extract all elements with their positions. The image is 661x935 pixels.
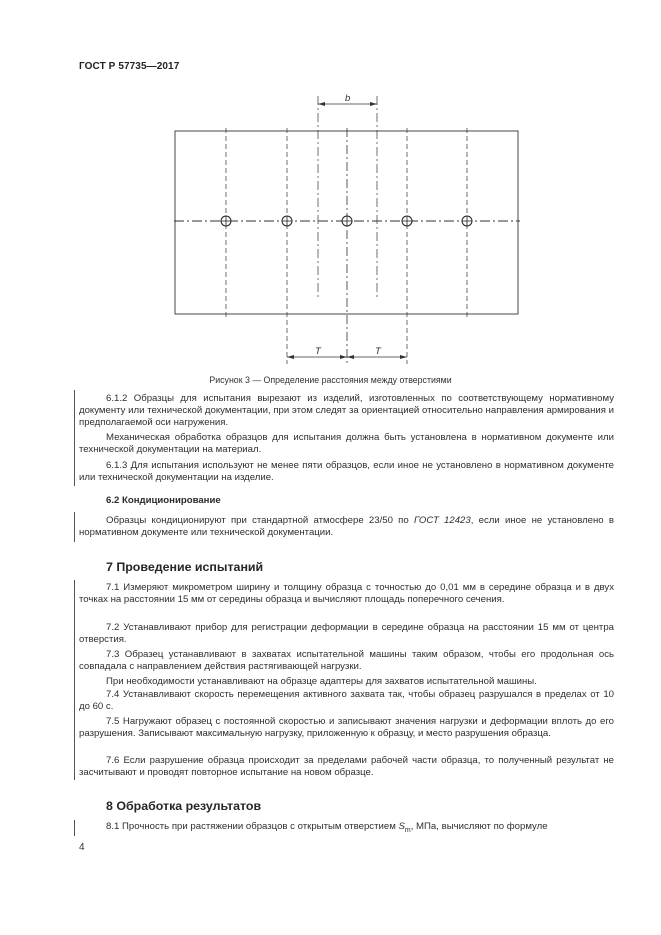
change-bar <box>74 512 75 542</box>
label-b: b <box>345 93 351 104</box>
para-6-1-2: 6.1.2 Образцы для испытания вырезают из изделий, изготовленных по соответствующему нормативному документу или технической документации, при этом следят за ориентацией относительно направления армирования и предполагаемой оси нагружения. <box>79 393 614 429</box>
para-7-6: 7.6 Если разрушение образца происходит за пределами рабочей части образца, то полученный результат не засчитывают и проводят повторное испытание на новом образце. <box>79 755 614 779</box>
label-t1: T <box>315 346 321 357</box>
para-7-3-b: При необходимости устанавливают на образце адаптеры для захватов испытательной машины. <box>106 676 537 687</box>
page-number: 4 <box>79 842 85 853</box>
ref-gost-12423[interactable]: ГОСТ 12423 <box>413 515 471 526</box>
para-7-4: 7.4 Устанавливают скорость перемещения активного захвата так, чтобы образец разрушался в пределах от 10 до 60 с. <box>79 689 614 713</box>
para-6-2: Образцы кондиционируют при стандартной атмосфере 23/50 по ГОСТ 12423, если иное не установлено в нормативном документе или технической документации. <box>79 515 614 539</box>
para-7-1: 7.1 Измеряют микрометром ширину и толщину образца с точностью до 0,01 мм в середине образца и в двух точках на расстоянии 15 мм от середины образца и вычисляют площадь поперечного сечения. <box>79 582 614 606</box>
para-6-1-3: 6.1.3 Для испытания используют не менее пяти образцов, если иное не установлено в нормативном документе или технической документации на изделие. <box>79 460 614 484</box>
subsection-title-6-2: 6.2 Кондиционирование <box>106 495 221 506</box>
section-title-8: 8 Обработка результатов <box>106 799 262 813</box>
figure-caption: Рисунок 3 — Определение расстояния между отверстиями <box>209 375 452 385</box>
para-6-1-2-b: Механическая обработка образцов для испытания должна быть установлена в нормативном документе или технической документации на материал. <box>79 432 614 456</box>
para-7-5: 7.5 Нагружают образец с постоянной скоростью и записывают значения нагрузки и деформации вплоть до его разрушения. Записывают максимальную нагрузку, приложенную к образцу, и место разрушения образца. <box>79 716 614 740</box>
document-header: ГОСТ Р 57735—2017 <box>79 61 180 72</box>
change-bar <box>74 390 75 486</box>
para-7-3: 7.3 Образец устанавливают в захватах испытательной машины таким образом, чтобы его продольная ось совпадала с направлением действия растягивающей нагрузки. <box>79 649 614 673</box>
para-8-1: 8.1 Прочность при растяжении образцов с открытым отверстием $S_m$, МПа, вычисляют по формуле <box>106 821 548 834</box>
para-7-2: 7.2 Устанавливают прибор для регистрации деформации в середине образца на расстоянии 15 мм от центра отверстия. <box>79 622 614 646</box>
label-t2: T <box>375 346 381 357</box>
section-title-7: 7 Проведение испытаний <box>106 560 264 574</box>
change-bar <box>74 820 75 836</box>
figure-hole-spacing <box>0 0 661 400</box>
change-bar <box>74 580 75 780</box>
